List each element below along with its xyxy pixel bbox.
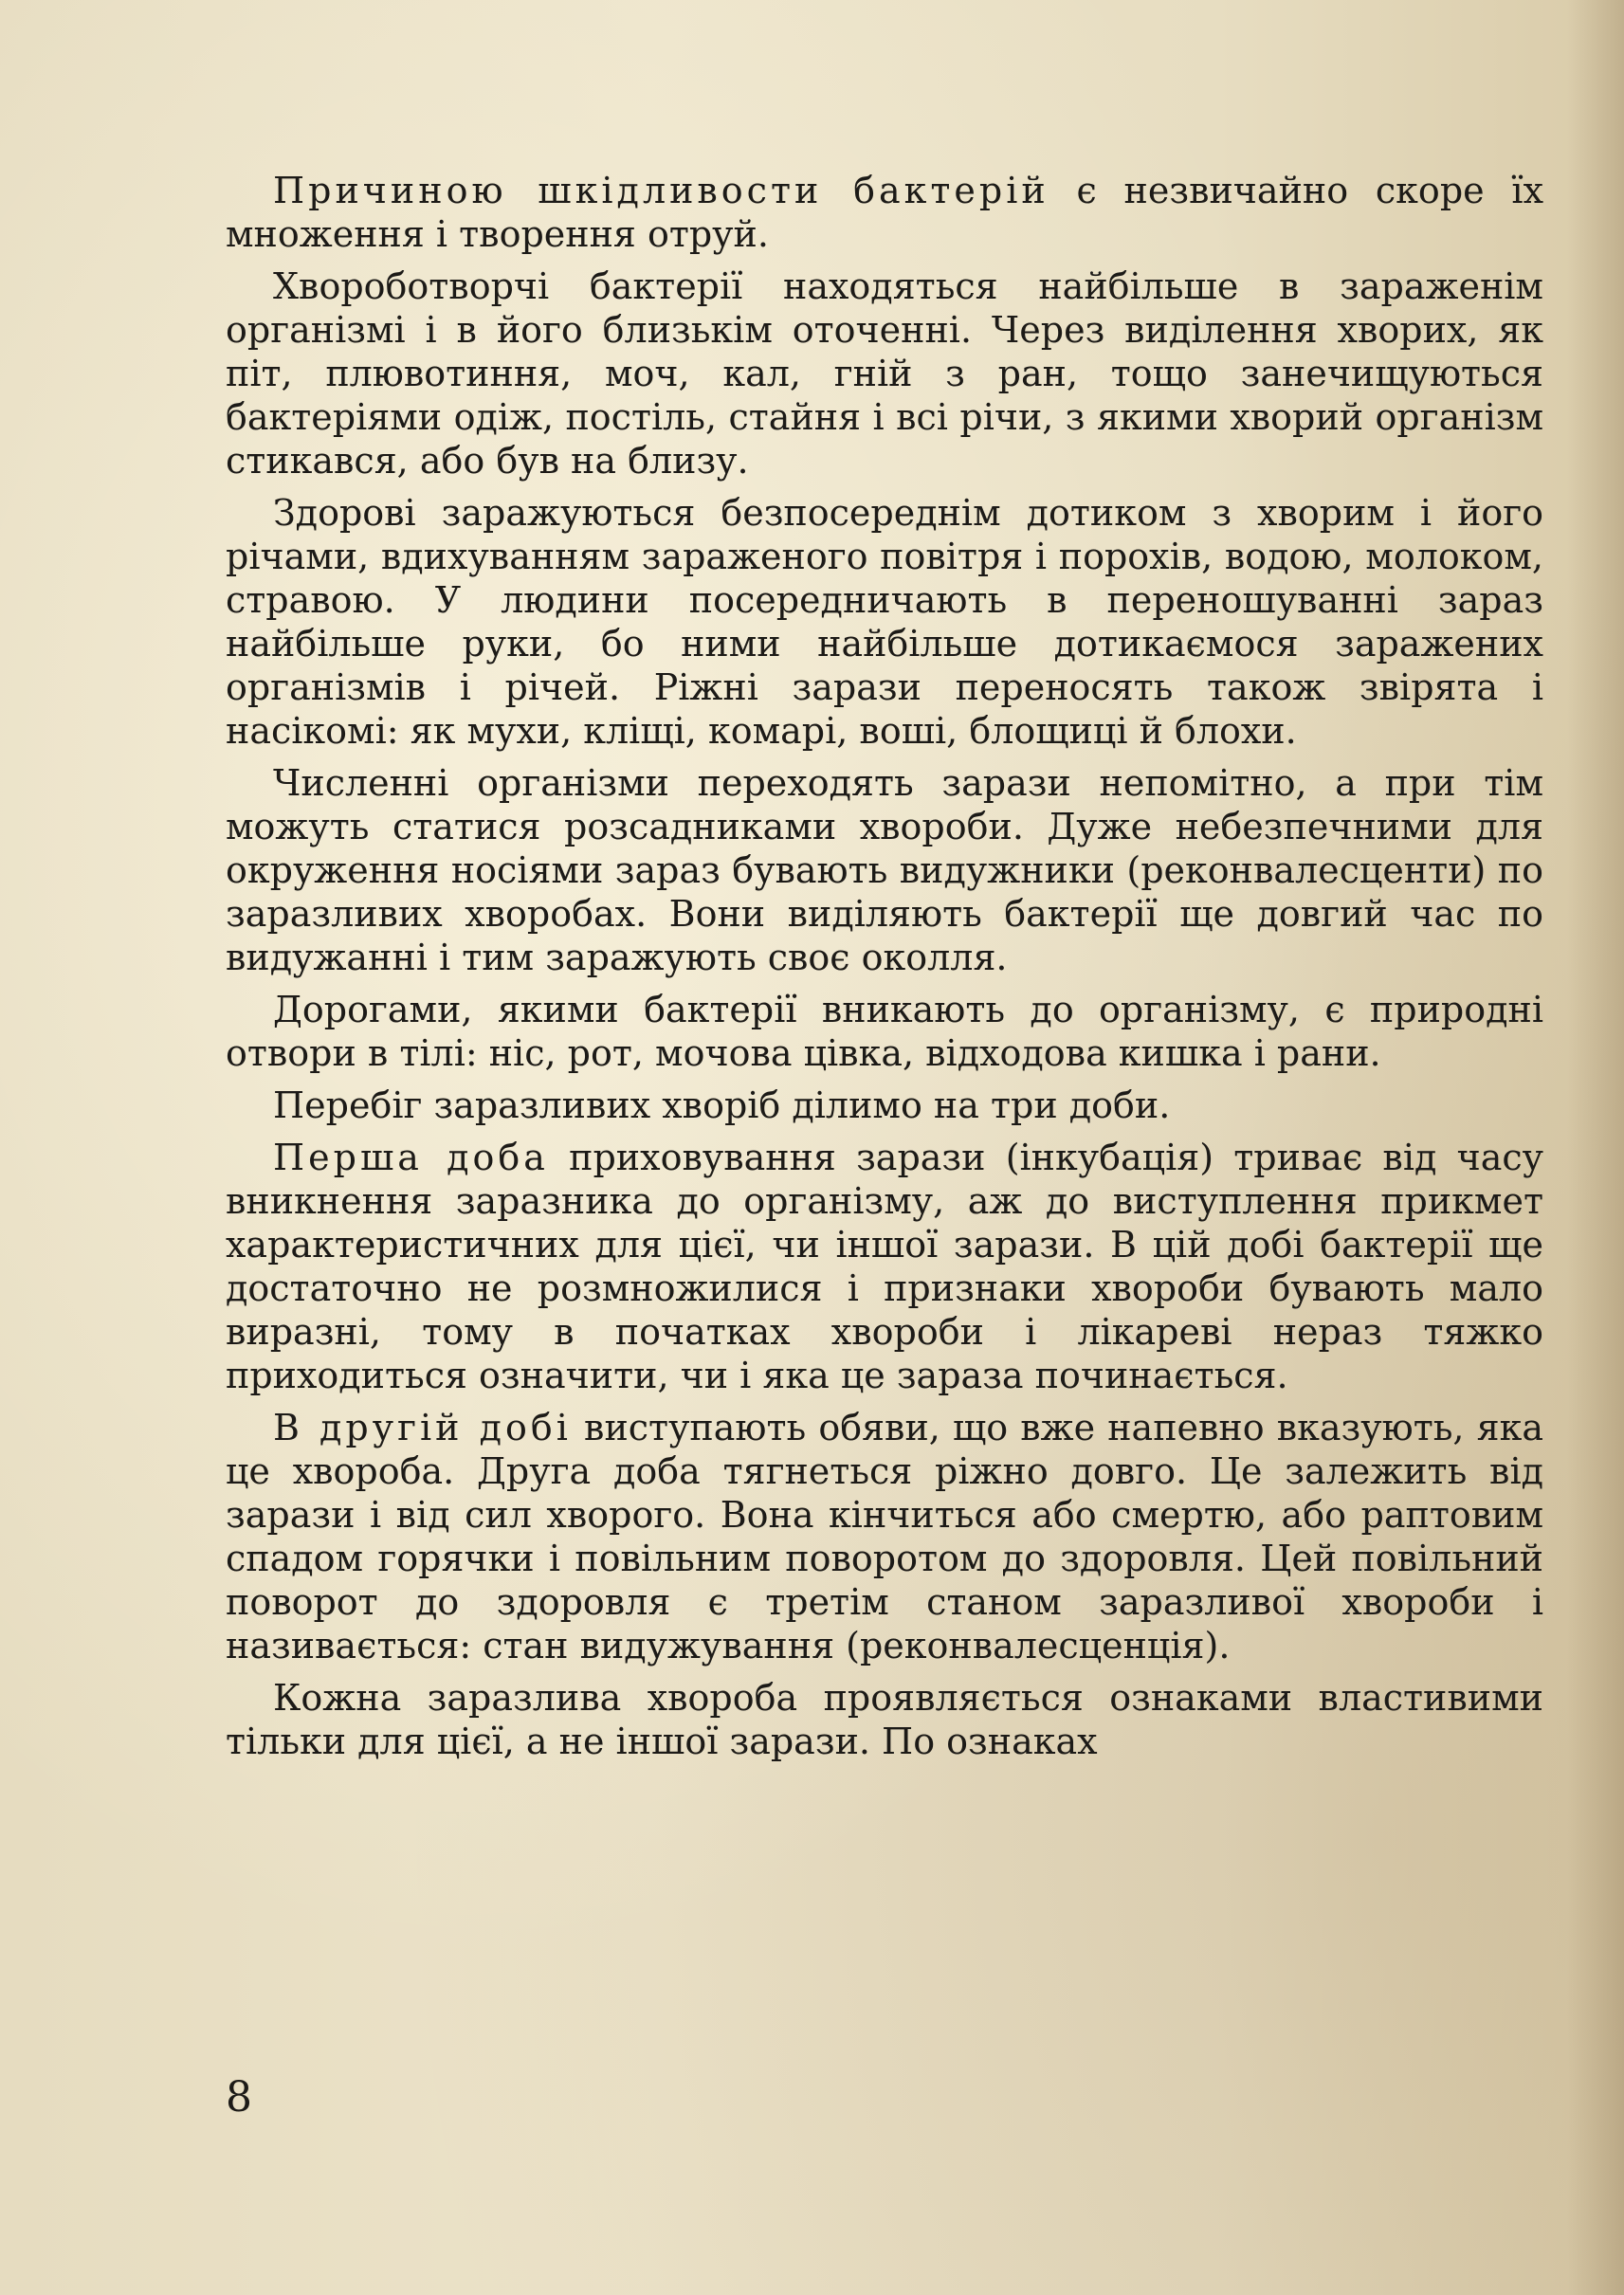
paragraph-7-lead: Перша доба <box>273 1137 549 1178</box>
paragraph-1 <box>226 169 1543 256</box>
paragraph-4-text: Численні організми переходять зарази непомітно, а при тім можуть статися розсадниками хвороби. Дуже небезпечними для окруження носіями зараз бувають видужники (реконвалесценти) по заразливих хворобах. Вони виділяють бактерії ще довгий час по видужанні і тим заражують своє околля. <box>226 762 1543 978</box>
paragraph-2 <box>226 264 1543 483</box>
paragraph-2-text: Хвороботворчі бактерії находяться найбільше в зараженім організмі і в його близькім оточенні. Через виділення хворих, як піт, плювотиння, моч, кал, гній з ран, тощо занечищуються бактеріями одіж, постіль, стайня і всі річи, з якими хворий організм стикався, або був на близу. <box>226 265 1543 482</box>
paragraph-4 <box>226 761 1543 979</box>
paragraph-7 <box>226 1136 1543 1397</box>
page-edge-shadow <box>1567 0 1624 2295</box>
paragraph-1-lead: Причиною шкідливости бактерій <box>273 170 1049 211</box>
paragraph-7-text: приховування зарази (інкубація) триває від часу вникнення заразника до організму, аж до виступлення прикмет характеристичних для цієї, чи іншої зарази. В цій добі бактерії ще достаточно не розмножилися і признаки хвороби бувають мало виразні, тому в початках хвороби і лікареві нераз тяжко приходиться означити, чи і яка це зараза починається. <box>226 1137 1543 1396</box>
paragraph-6 <box>226 1084 1543 1127</box>
paragraph-9-text: Кожна заразлива хвороба проявляється ознаками властивими тільки для цієї, а не іншої зарази. По ознаках <box>226 1677 1543 1762</box>
paragraph-3-text: Здорові заражуються безпосереднім дотиком з хворим і його річами, вдихуванням зараженого повітря і порохів, водою, молоком, стравою. У людини посередничають в переношуванні зараз найбільше руки, бо ними найбільше дотикаємося заражених організмів і річей. Ріжні зарази переносять також звірята і насікомі: як мухи, кліщі, комарі, воші, блощиці й блохи. <box>226 492 1543 752</box>
page-number: 8 <box>226 2073 252 2122</box>
paragraph-9 <box>226 1676 1543 1763</box>
paragraph-5-text: Дорогами, якими бактерії вникають до організму, є природні отвори в тілі: ніс, рот, мочова цівка, відходова кишка і рани. <box>226 989 1543 1074</box>
paragraph-8-lead: В другій добі <box>273 1407 572 1448</box>
paragraph-3 <box>226 491 1543 753</box>
paragraph-8-text: виступають обяви, що вже напевно вказують, яка це хвороба. Друга доба тягнеться ріжно довго. Це залежить від зарази і від сил хворого. Вона кінчиться або смертю, або раптовим спадом горячки і повільним поворотом до здоровля. Цей повільний поворот до здоровля є третім станом заразливої хвороби і називається: стан видужування (реконвалесценція). <box>226 1407 1543 1667</box>
paragraph-6-text: Перебіг заразливих хворіб ділимо на три доби. <box>273 1084 1171 1126</box>
paragraph-5 <box>226 988 1543 1075</box>
body-text <box>226 169 1543 1763</box>
paragraph-1-text: є незвичайно скоре їх множення і творення отруй. <box>226 170 1543 255</box>
paragraph-8 <box>226 1406 1543 1667</box>
